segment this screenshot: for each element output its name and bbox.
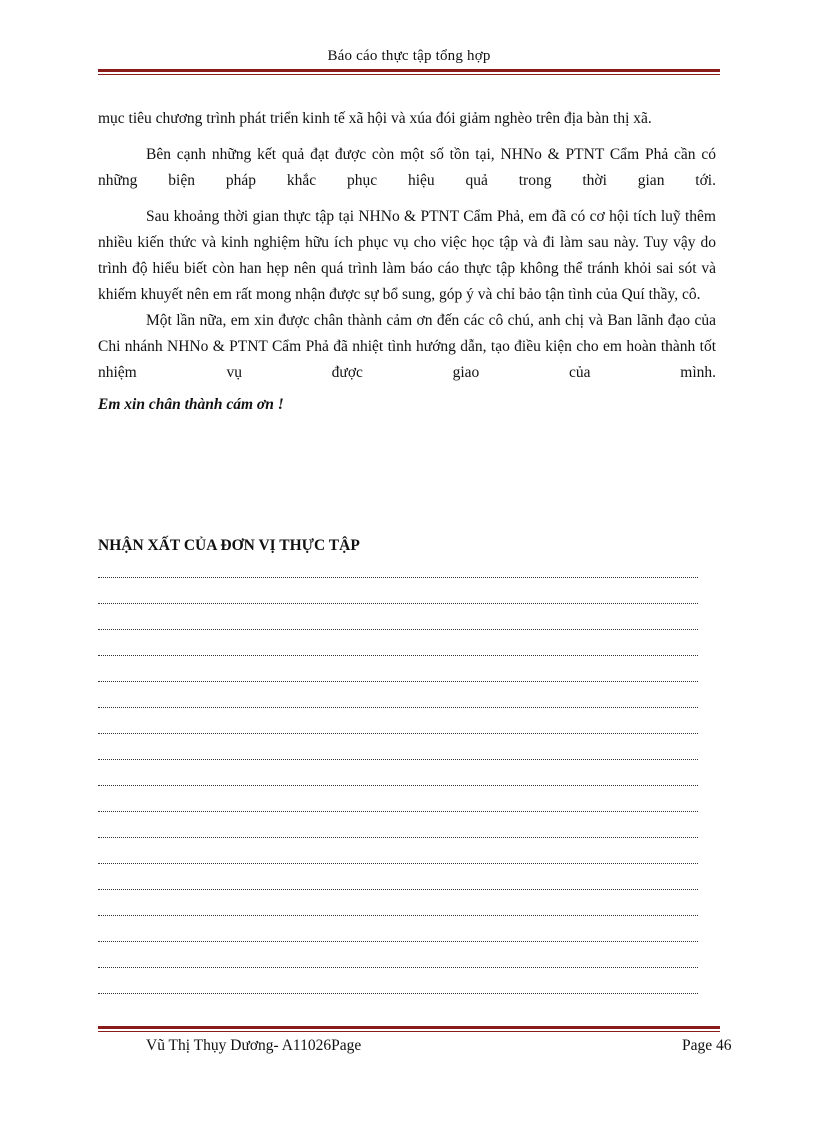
footer-page-number: Page 46 <box>682 1037 732 1054</box>
footer-rule <box>98 1026 720 1032</box>
dotted-line <box>98 954 698 980</box>
dotted-line <box>98 798 698 824</box>
dotted-line <box>98 720 698 746</box>
dotted-line <box>98 694 698 720</box>
evaluation-dotted-lines <box>98 564 698 1006</box>
thanks-line: Em xin chân thành cám ơn ! <box>98 396 284 413</box>
dotted-line <box>98 616 698 642</box>
dotted-line <box>98 746 698 772</box>
dotted-line <box>98 642 698 668</box>
dotted-line <box>98 772 698 798</box>
paragraph-3: Sau khoảng thời gian thực tập tại NHNo & PTNT Cẩm Phả, em đã có cơ hội tích luỹ thêm nhiều kiến thức và kinh nghiệm hữu ích phục vụ cho việc học tập và đi làm sau này. Tuy vậy do trình độ hiểu biết còn han hẹp nên quá trình làm báo cáo thực tập không thể tránh khỏi sai sót và khiếm khuyết nên em rất mong nhận được sự bổ sung, góp ý và chỉ bảo tận tình của Quí thầy, cô. <box>98 208 716 303</box>
footer-author: Vũ Thị Thụy Dương- A11026Page <box>146 1037 362 1054</box>
dotted-line <box>98 564 698 590</box>
dotted-line <box>98 850 698 876</box>
dotted-line <box>98 590 698 616</box>
dotted-line <box>98 824 698 850</box>
paragraph-1: mục tiêu chương trình phát triển kinh tế xã hội và xúa đói giảm nghèo trên địa bàn thị xã. <box>98 110 652 127</box>
header-rule <box>98 69 720 75</box>
dotted-line <box>98 668 698 694</box>
dotted-line <box>98 928 698 954</box>
report-body <box>98 106 716 418</box>
paragraph-2: Bên cạnh những kết quả đạt được còn một số tồn tại, NHNo & PTNT Cẩm Phả cần có những biện pháp khắc phục hiệu quả trong thời gian tới. <box>98 146 716 189</box>
dotted-line <box>98 876 698 902</box>
evaluation-section-title: NHẬN XẤT CỦA ĐƠN VỊ THỰC TẬP <box>98 537 360 554</box>
dotted-line <box>98 902 698 928</box>
paragraph-4: Một lần nữa, em xin được chân thành cảm ơn đến các cô chú, anh chị và Ban lãnh đạo của Chi nhánh NHNo & PTNT Cẩm Phả đã nhiệt tình hướng dẫn, tạo điều kiện cho em hoàn thành tốt nhiệm vụ được giao của mình. <box>98 312 716 381</box>
dotted-line <box>98 980 698 1006</box>
page-header-title: Báo cáo thực tập tổng hợp <box>327 48 491 64</box>
